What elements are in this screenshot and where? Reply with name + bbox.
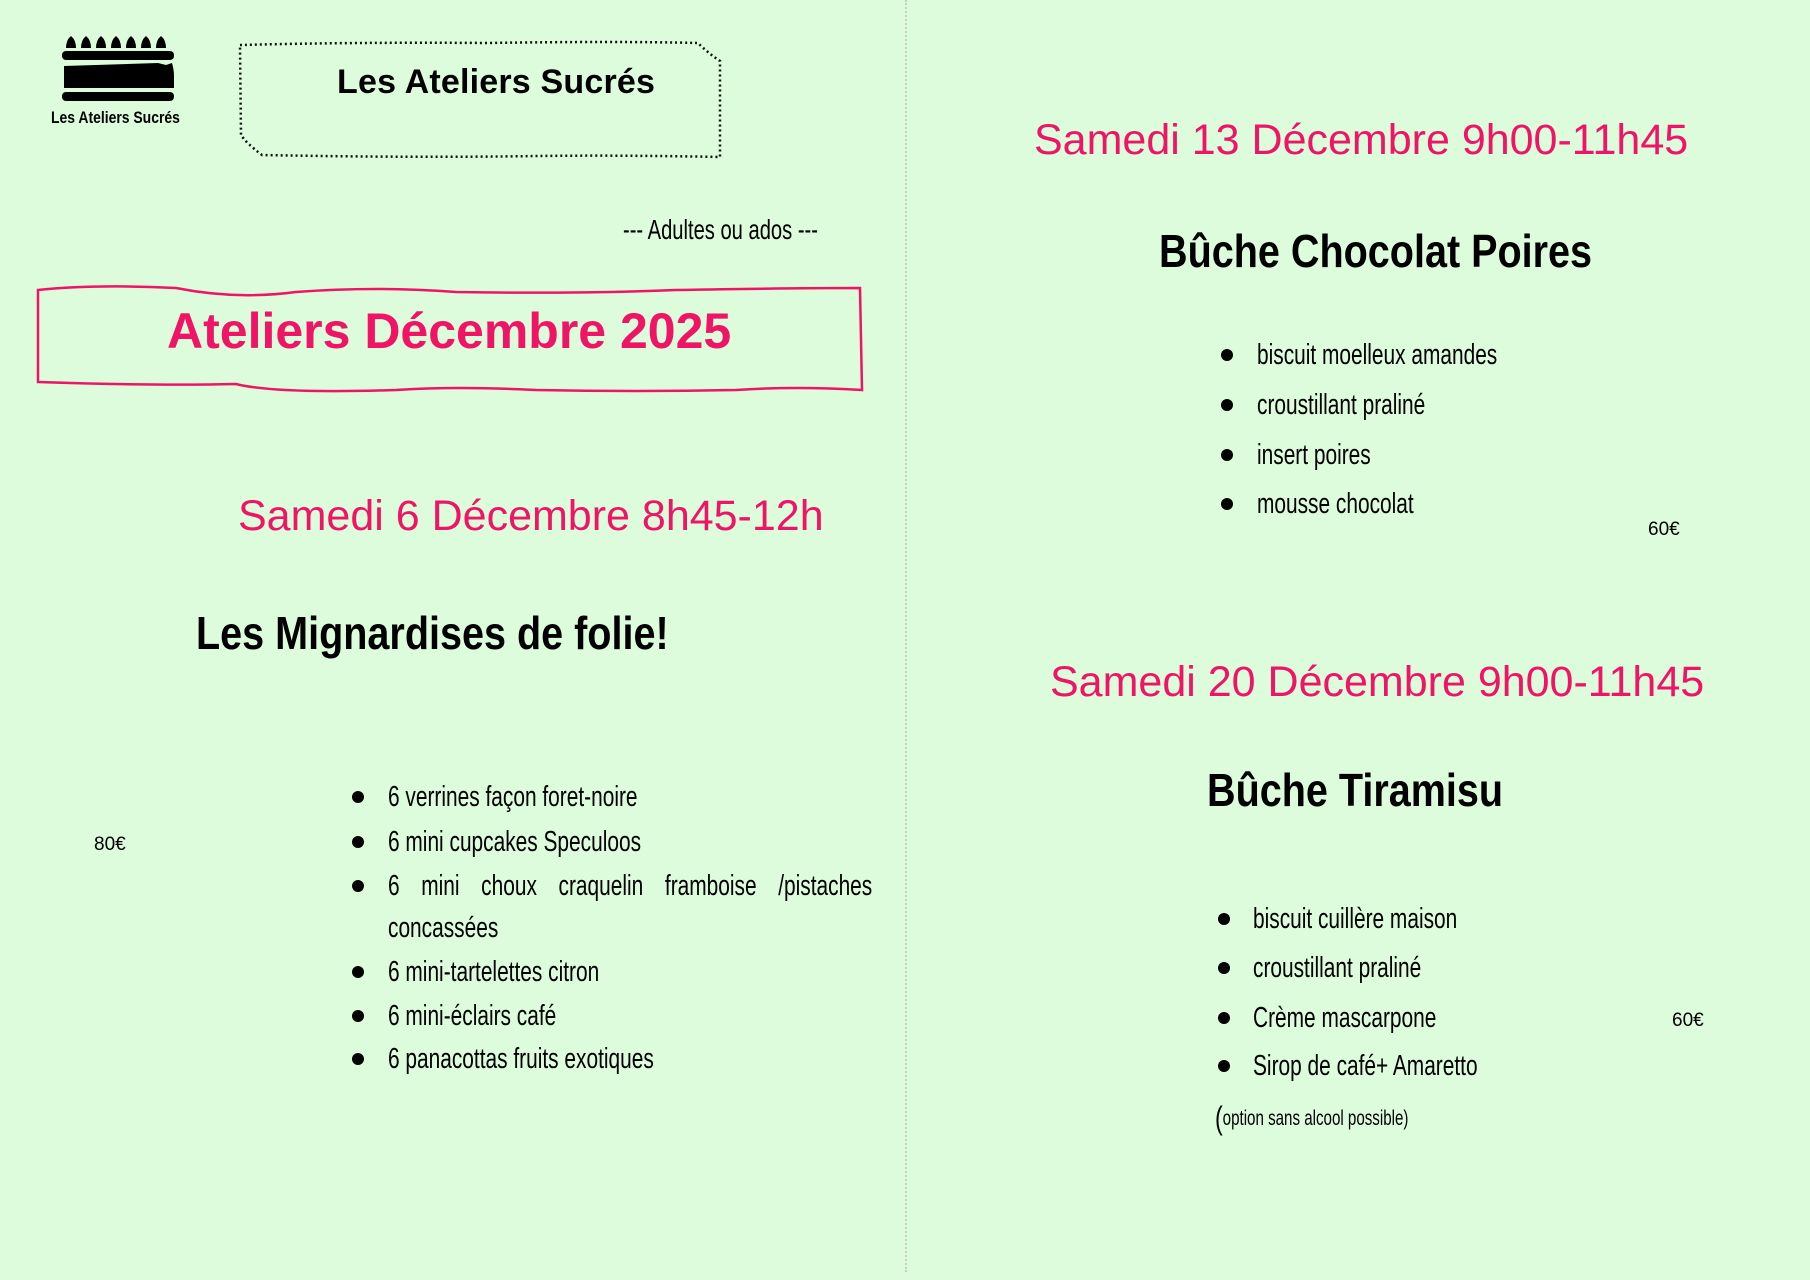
bullet-icon — [1218, 1012, 1230, 1024]
workshop-3-date: Samedi 20 Décembre 9h00-11h45 — [1050, 658, 1705, 706]
workshop-2-title: Bûche Chocolat Poires — [1159, 225, 1593, 277]
bullet-icon — [1218, 1060, 1230, 1072]
bullet-icon — [352, 1010, 364, 1022]
workshop-3-note: (option sans alcool possible) — [1215, 1100, 1409, 1136]
bullet-icon — [1221, 399, 1233, 411]
workshop-2-price: 60€ — [1648, 519, 1680, 540]
bullet-icon — [1221, 449, 1233, 461]
workshop-1-title: Les Mignardises de folie! — [196, 607, 669, 659]
workshop-3-price: 60€ — [1672, 1010, 1704, 1031]
workshop-3-title: Bûche Tiramisu — [1207, 764, 1504, 816]
bullet-icon — [352, 880, 364, 892]
logo-caption: Les Ateliers Sucrés — [51, 108, 180, 127]
bullet-icon — [352, 836, 364, 848]
month-title: Ateliers Décembre 2025 — [167, 303, 732, 359]
bullet-icon — [1221, 498, 1233, 510]
bullet-icon — [1218, 913, 1230, 925]
brand-title: Les Ateliers Sucrés — [337, 63, 656, 101]
cake-logo-icon — [62, 36, 174, 102]
bullet-icon — [352, 966, 364, 978]
bullet-icon — [1218, 962, 1230, 974]
bullet-icon — [352, 1053, 364, 1065]
audience-label: --- Adultes ou ados --- — [623, 214, 818, 245]
workshop-1-price: 80€ — [94, 834, 126, 855]
page-fold-divider — [905, 0, 907, 1272]
bullet-icon — [352, 791, 364, 803]
workshop-1-date: Samedi 6 Décembre 8h45-12h — [238, 492, 824, 540]
workshop-2-date: Samedi 13 Décembre 9h00-11h45 — [1034, 116, 1689, 164]
bullet-icon — [1221, 349, 1233, 361]
